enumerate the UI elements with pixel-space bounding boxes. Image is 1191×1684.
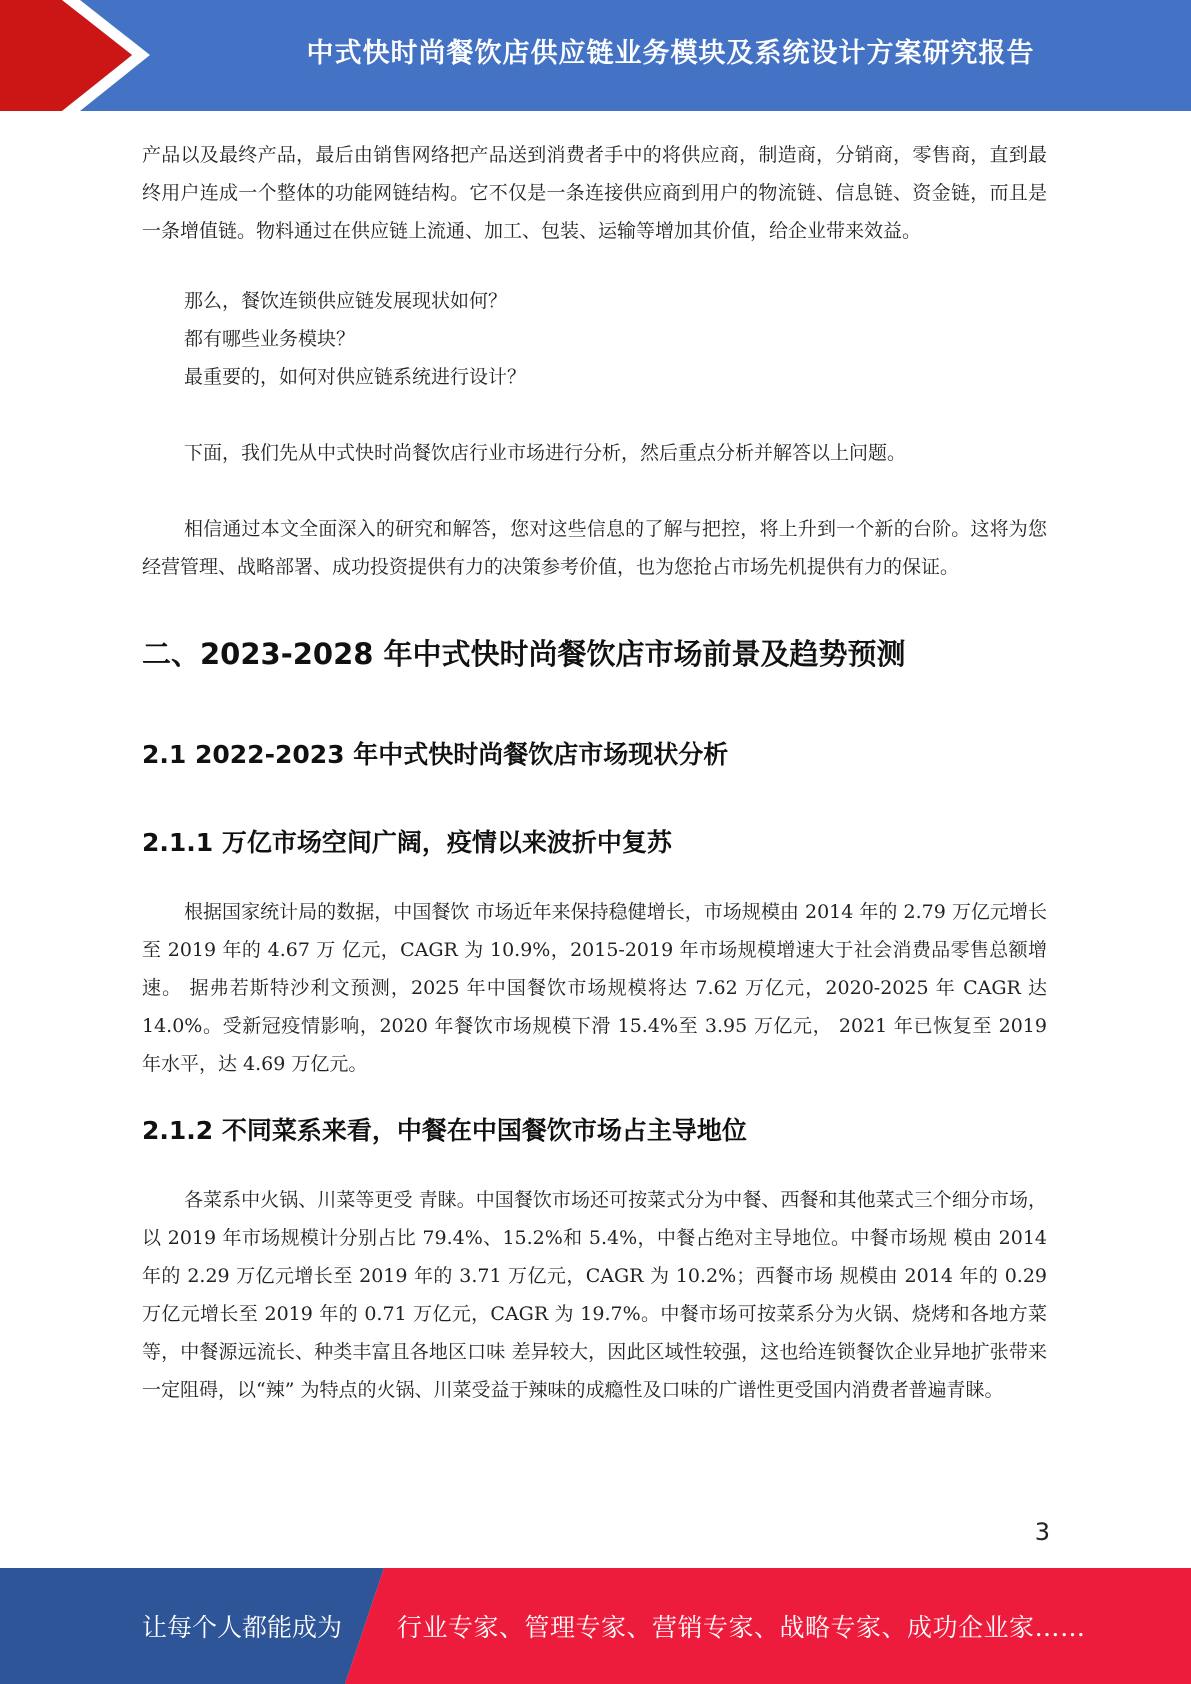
footer-slogan-right: 行业专家、管理专家、营销专家、战略专家、成功企业家……: [397, 1613, 1086, 1642]
section-2-1-1-paragraph: 根据国家统计局的数据，中国餐饮 市场近年来保持稳健增长，市场规模由 2014 年的 2.79 万亿元增长至 2019 年的 4.67 万 亿元，CAGR 为 10.9%，2015-2019 年市场规模增速大于社会消费品零售总额增速。 据弗若斯特沙利文预测，2025 年中国餐饮市场规模将达 7.62 万亿元，2020-2025 年 CAGR 达 14.0%。受新冠疫情影响，2020 年餐饮市场规模下滑 15.4%至 3.95 万亿元， 2021 年已恢复至 2019 年水平，达 4.69 万亿元。: [142, 901, 1047, 1075]
footer-slogan-left: 让每个人都能成为: [142, 1613, 343, 1642]
page-header: [0, 0, 1191, 111]
header-title: 中式快时尚餐饮店供应链业务模块及系统设计方案研究报告: [306, 37, 1035, 69]
section-2-1-heading: 2.1 2022-2023 年中式快时尚餐饮店市场现状分析: [142, 740, 729, 769]
page-footer: [0, 1568, 1191, 1684]
page-number: 3: [1034, 1518, 1050, 1546]
intro-paragraph: 产品以及最终产品，最后由销售网络把产品送到消费者手中的将供应商，制造商，分销商，零售商，直到最终用户连成一个整体的功能网链结构。它不仅是一条连接供应商到用户的物流链、信息链、资金链，而且是一条增值链。物料通过在供应链上流通、加工、包装、运输等增加其价值，给企业带来效益。: [142, 144, 1047, 242]
main-content: [142, 136, 1047, 1409]
question-3: 最重要的，如何对供应链系统进行设计？: [184, 366, 527, 388]
paragraph-believe: 相信通过本文全面深入的研究和解答，您对这些信息的了解与把控，将上升到一个新的台阶。这将为您经营管理、战略部署、成功投资提供有力的决策参考价值，也为您抢占市场先机提供有力的保证。: [142, 518, 1047, 578]
section-2-1-1-heading: 2.1.1 万亿市场空间广阔，疫情以来波折中复苏: [142, 828, 672, 857]
section-2-heading: 二、2023-2028 年中式快时尚餐饮店市场前景及趋势预测: [142, 637, 906, 671]
question-2: 都有哪些业务模块？: [184, 328, 356, 350]
paragraph-next: 下面，我们先从中式快时尚餐饮店行业市场进行分析，然后重点分析并解答以上问题。: [184, 442, 907, 464]
question-1: 那么，餐饮连锁供应链发展现状如何？: [184, 290, 508, 312]
section-2-1-2-paragraph: 各菜系中火锅、川菜等更受 青睐。中国餐饮市场还可按菜式分为中餐、西餐和其他菜式三个细分市场，以 2019 年市场规模计分别占比 79.4%、15.2%和 5.4%，中餐占绝对主导地位。中餐市场规 模由 2014 年的 2.29 万亿元增长至 2019 年的 3.71 万亿元，CAGR 为 10.2%；西餐市场 规模由 2014 年的 0.29 万亿元增长至 2019 年的 0.71 万亿元，CAGR 为 19.7%。中餐市场可按菜系分为火锅、烧烤和各地方菜等，中餐源远流长、种类丰富且各地区口味 差异较大，因此区域性较强，这也给连锁餐饮企业异地扩张带来一定阻碍，以“辣” 为特点的火锅、川菜受益于辣味的成瘾性及口味的广谱性更受国内消费者普遍青睐。: [142, 1189, 1047, 1401]
section-2-1-2-heading: 2.1.2 不同菜系来看，中餐在中国餐饮市场占主导地位: [142, 1116, 747, 1145]
